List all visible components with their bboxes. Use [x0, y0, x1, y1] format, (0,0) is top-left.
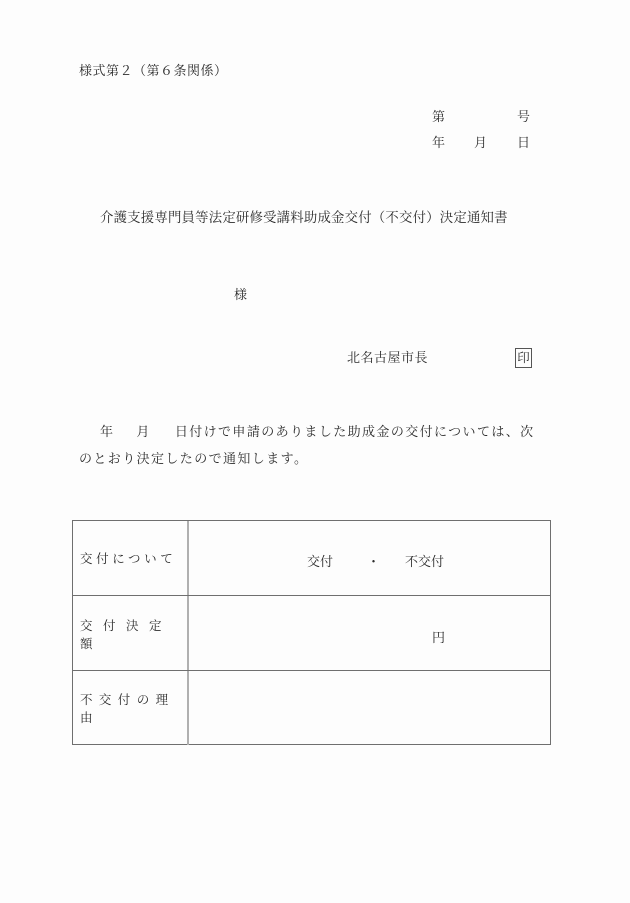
table-row-non-grant-reason — [73, 670, 550, 745]
label-grant-decision: 交付について — [73, 521, 189, 595]
option-non-grant: 不交付 — [405, 555, 445, 570]
label-grant-amount: 交付決定額 — [73, 596, 189, 671]
body-paragraph-line-1 — [80, 426, 535, 439]
body-month-label: 月 — [136, 425, 151, 440]
grant-amount-cell — [189, 596, 550, 671]
option-grant: 交付 — [307, 555, 334, 570]
seal-mark-icon: 印 — [515, 348, 532, 368]
document-title: 介護支援専門員等法定研修受講料助成金交付（不交付）決定通知書 — [100, 211, 508, 226]
body-year-label: 年 — [100, 425, 115, 440]
grant-decision-cell — [189, 521, 550, 595]
document-number-suffix: 号 — [517, 110, 531, 125]
form-number: 様式第２（第６条関係） — [79, 64, 228, 79]
non-grant-reason-cell — [189, 671, 550, 745]
addressee-honorific: 様 — [234, 288, 248, 303]
document-number-prefix: 第 — [432, 110, 446, 125]
table-row-grant-amount — [73, 595, 550, 671]
decision-table — [72, 520, 551, 745]
date-year-label: 年 — [432, 136, 446, 151]
option-separator: ・ — [367, 555, 381, 570]
issuer-name: 北名古屋市長 — [347, 351, 429, 366]
date-day-label: 日 — [517, 136, 531, 151]
table-row-grant-decision — [73, 521, 550, 595]
date-month-label: 月 — [474, 136, 488, 151]
label-non-grant-reason: 不交付の理由 — [73, 671, 189, 745]
body-text: 日付けで申請のありました助成金の交付については、次 — [174, 425, 535, 440]
yen-unit: 円 — [432, 631, 446, 646]
body-paragraph-line-2: のとおり決定したので通知します。 — [79, 452, 309, 467]
